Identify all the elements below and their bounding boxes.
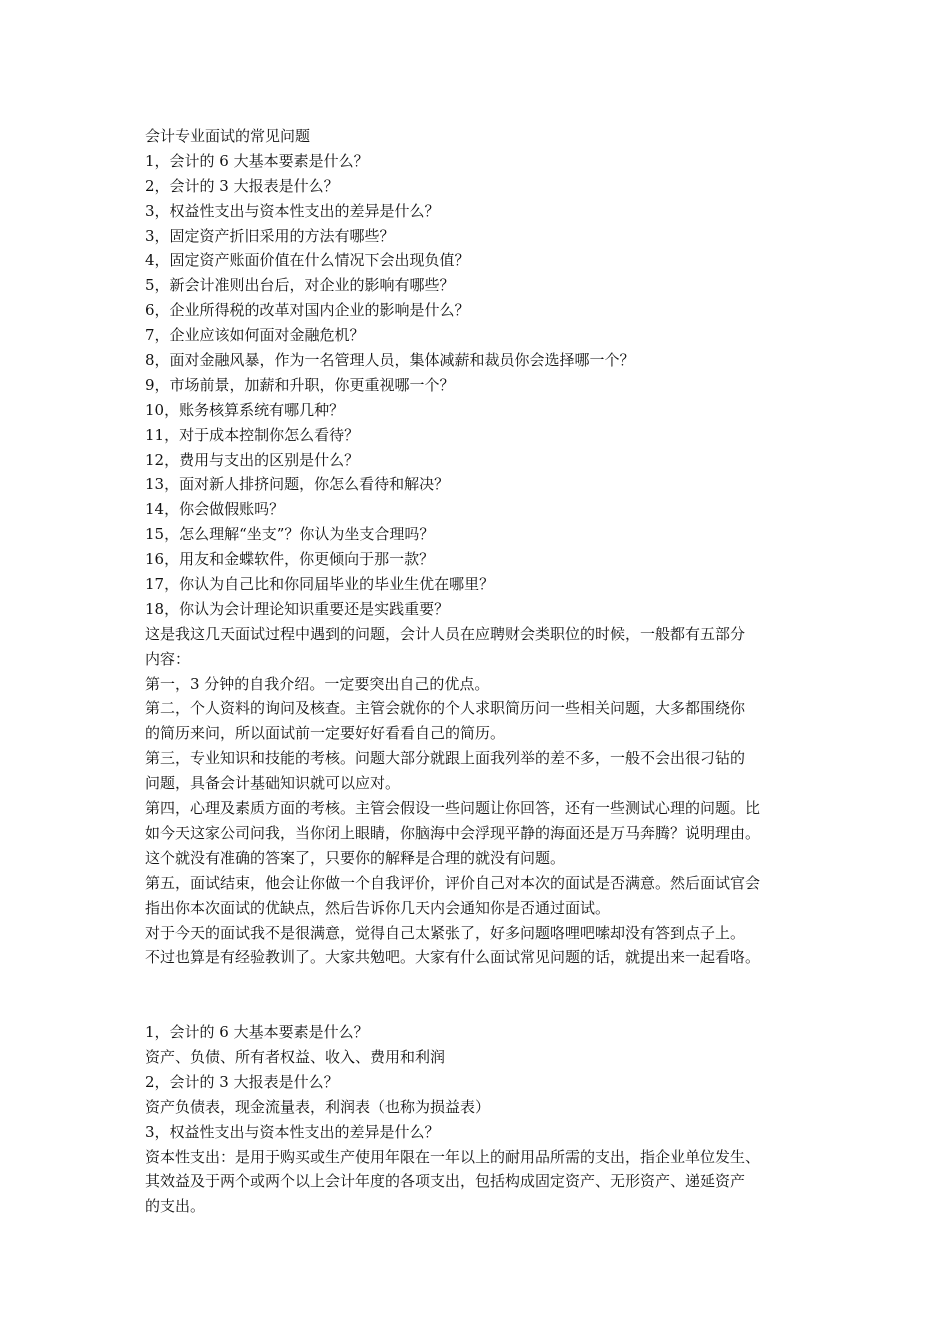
part-four-paragraph-line: 第四，心理及素质方面的考核。主管会假设一些问题让你回答，还有一些测试心理的问题。比 (145, 799, 761, 818)
closing-paragraph-line: 对于今天的面试我不是很满意，觉得自己太紧张了，好多问题咯哩吧嗦却没有答到点子上。 (145, 923, 746, 942)
question-item: 8，面对金融风暴，作为一名管理人员，集体减薪和裁员你会选择哪一个？ (145, 351, 635, 370)
section-spacer (145, 970, 825, 1020)
question-item: 16，用友和金蝶软件，你更倾向于那一款？ (145, 550, 435, 569)
question-item: 13，面对新人排挤问题，你怎么看待和解决？ (145, 475, 450, 494)
part-five-paragraph-line: 指出你本次面试的优缺点，然后告诉你几天内会通知你是否通过面试。 (145, 898, 611, 917)
answer-text-line: 的支出。 (145, 1197, 206, 1216)
part-five-paragraph-line: 第五，面试结束，他会让你做一个自我评价，评价自己对本次的面试是否满意。然后面试官会 (145, 873, 761, 892)
answer-question-heading: 2，会计的 3 大报表是什么？ (145, 1072, 339, 1091)
question-item: 5，新会计准则出台后，对企业的影响有哪些？ (145, 276, 455, 295)
answer-text: 资产负债表，现金流量表，利润表（也称为损益表） (145, 1097, 491, 1116)
part-four-paragraph-line: 如今天这家公司问我，当你闭上眼睛，你脑海中会浮现平静的海面还是万马奔腾？说明理由。 (145, 823, 761, 842)
question-item: 1，会计的 6 大基本要素是什么？ (145, 151, 369, 170)
question-item: 3，权益性支出与资本性支出的差异是什么？ (145, 201, 440, 220)
part-two-paragraph-line: 的简历来问，所以面试前一定要好好看看自己的简历。 (145, 724, 506, 743)
question-item: 3，固定资产折旧采用的方法有哪些？ (145, 226, 395, 245)
question-item: 6，企业所得税的改革对国内企业的影响是什么？ (145, 301, 470, 320)
question-item: 9，市场前景，加薪和升职，你更重视哪一个？ (145, 375, 455, 394)
answer-question-heading: 1，会计的 6 大基本要素是什么？ (145, 1023, 369, 1042)
question-item: 11，对于成本控制你怎么看待？ (145, 425, 360, 444)
question-item: 12，费用与支出的区别是什么？ (145, 450, 360, 469)
question-item: 18，你认为会计理论知识重要还是实践重要？ (145, 599, 450, 618)
question-item: 7，企业应该如何面对金融危机？ (145, 326, 365, 345)
question-item: 10，账务核算系统有哪几种？ (145, 400, 345, 419)
document-body (145, 124, 825, 1219)
document-title: 会计专业面试的常见问题 (145, 127, 311, 145)
intro-paragraph-line: 这是我这几天面试过程中遇到的问题，会计人员在应聘财会类职位的时候，一般都有五部分 (145, 624, 746, 643)
intro-paragraph-line: 内容： (145, 649, 191, 668)
question-item: 14，你会做假账吗？ (145, 500, 285, 519)
question-item: 17，你认为自己比和你同届毕业的毕业生优在哪里？ (145, 575, 495, 594)
answer-question-heading: 3，权益性支出与资本性支出的差异是什么？ (145, 1122, 440, 1141)
part-three-paragraph-line: 问题，具备会计基础知识就可以应对。 (145, 774, 401, 793)
part-four-paragraph-line: 这个就没有准确的答案了，只要你的解释是合理的就没有问题。 (145, 848, 566, 867)
closing-paragraph-line: 不过也算是有经验教训了。大家共勉吧。大家有什么面试常见问题的话，就提出来一起看咯。 (145, 948, 761, 967)
answer-text-line: 资本性支出：是用于购买或生产使用年限在一年以上的耐用品所需的支出，指企业单位发生、 (145, 1147, 761, 1166)
answer-text: 资产、负债、所有者权益、收入、费用和利润 (145, 1047, 446, 1066)
question-item: 15，怎么理解“坐支”？你认为坐支合理吗？ (145, 525, 435, 544)
question-item: 2，会计的 3 大报表是什么？ (145, 176, 339, 195)
part-one-paragraph-line: 第一，3 分钟的自我介绍。一定要突出自己的优点。 (145, 674, 490, 693)
question-item: 4，固定资产账面价值在什么情况下会出现负值？ (145, 251, 470, 270)
part-three-paragraph-line: 第三，专业知识和技能的考核。问题大部分就跟上面我列举的差不多，一般不会出很刁钻的 (145, 749, 746, 768)
part-two-paragraph-line: 第二，个人资料的询问及核查。主管会就你的个人求职简历问一些相关问题，大多都围绕你 (145, 699, 746, 718)
answer-text-line: 其效益及于两个或两个以上会计年度的各项支出，包括构成固定资产、无形资产、递延资产 (145, 1172, 746, 1191)
